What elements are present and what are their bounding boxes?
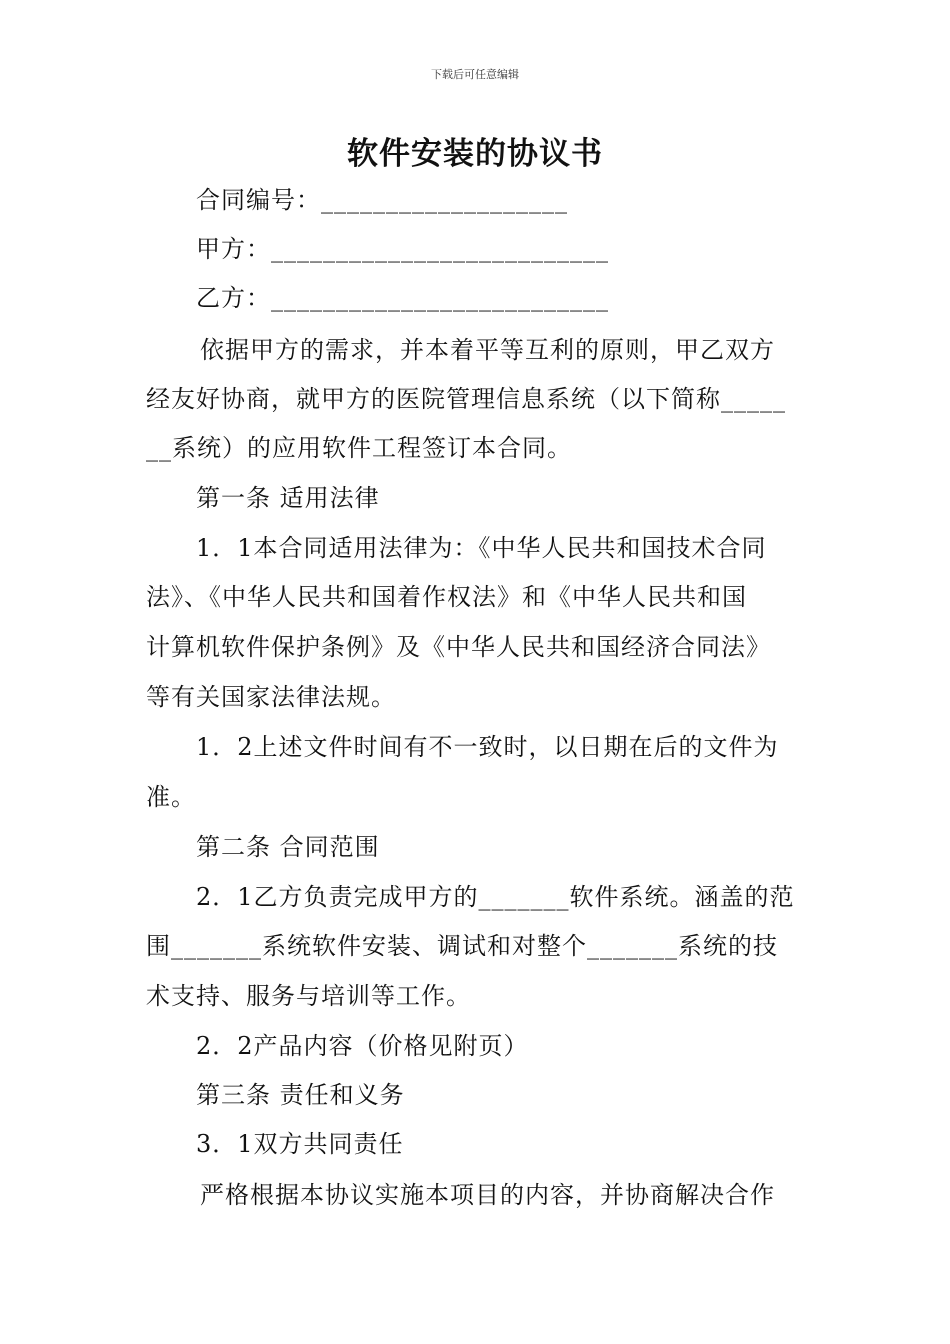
paragraph-line: 法》、《中华人民共和国着作权法》和《中华人民共和国 <box>146 583 747 611</box>
paragraph-line: 1．1本合同适用法律为：《中华人民共和国技术合同 <box>196 534 767 562</box>
contract-number-field: 合同编号：___________________ <box>196 186 568 214</box>
paragraph-line: 等有关国家法律法规。 <box>146 683 396 711</box>
paragraph-line: 术支持、服务与培训等工作。 <box>146 982 471 1010</box>
paragraph-line: 2．1乙方负责完成甲方的_______软件系统。涵盖的范 <box>196 883 795 911</box>
party-a-field: 甲方：__________________________ <box>196 235 609 263</box>
paragraph-line: 围_______系统软件安装、调试和对整个_______系统的技 <box>146 932 778 960</box>
paragraph-line: 2．2产品内容（价格见附页） <box>196 1032 529 1060</box>
section-heading: 第一条 适用法律 <box>196 484 380 512</box>
paragraph-line: 1．2上述文件时间有不一致时，以日期在后的文件为 <box>196 733 779 761</box>
header-note: 下载后可任意编辑 <box>431 68 519 81</box>
paragraph-line: 经友好协商，就甲方的医院管理信息系统（以下简称_____ <box>146 385 786 413</box>
document-title: 软件安装的协议书 <box>347 136 603 172</box>
paragraph-line: 严格根据本协议实施本项目的内容，并协商解决合作 <box>200 1181 775 1209</box>
party-b-field: 乙方：__________________________ <box>196 284 609 312</box>
paragraph-line: __系统）的应用软件工程签订本合同。 <box>146 434 572 462</box>
section-heading: 第三条 责任和义务 <box>196 1081 405 1109</box>
section-heading: 第二条 合同范围 <box>196 833 380 861</box>
paragraph-line: 依据甲方的需求，并本着平等互利的原则，甲乙双方 <box>200 336 775 364</box>
paragraph-line: 准。 <box>146 783 196 811</box>
paragraph-line: 计算机软件保护条例》及《中华人民共和国经济合同法》 <box>146 633 771 661</box>
paragraph-line: 3．1双方共同责任 <box>196 1130 404 1158</box>
